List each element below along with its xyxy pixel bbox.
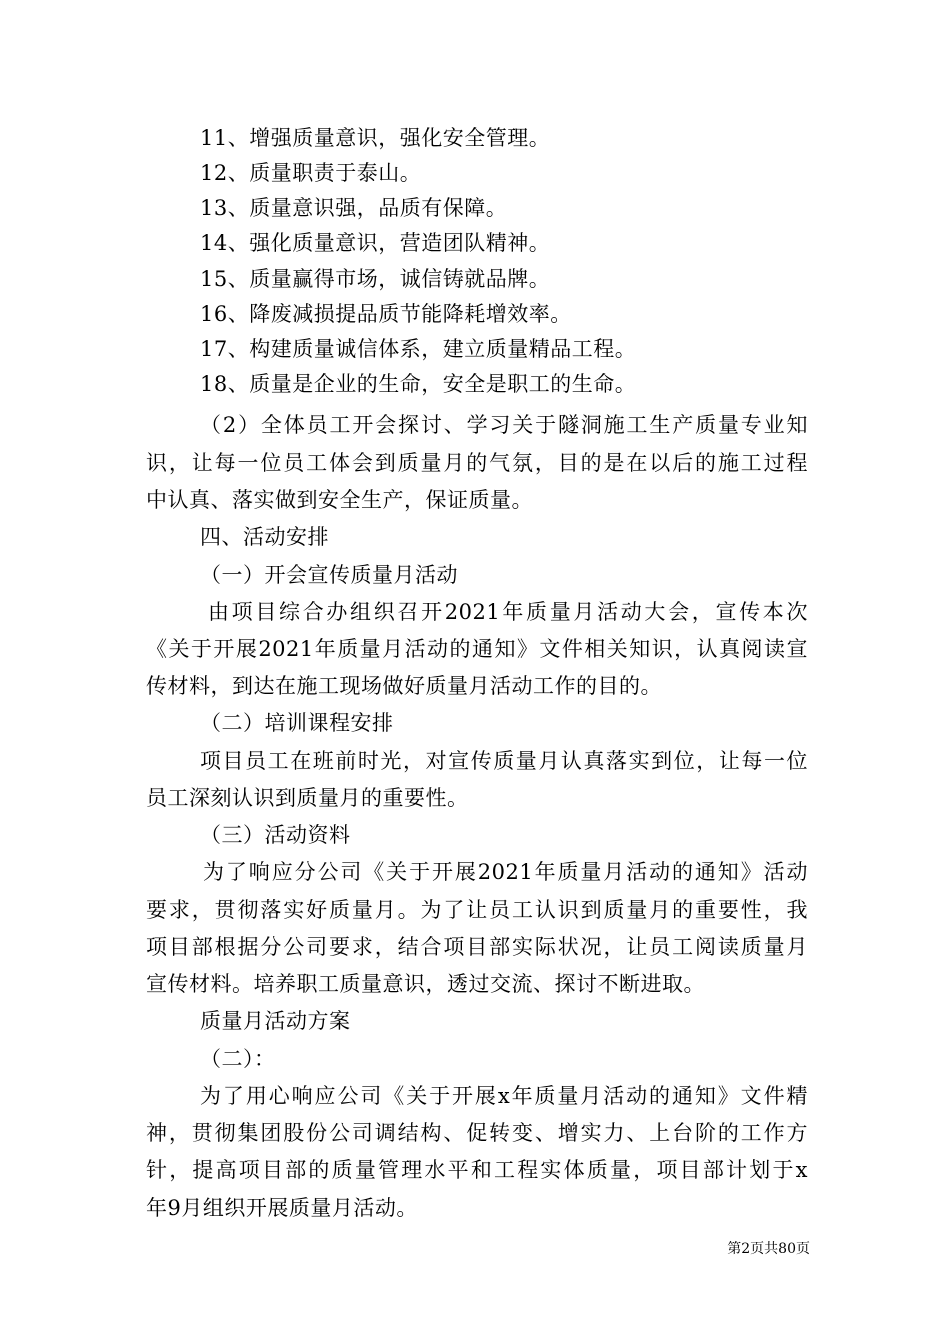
paragraph-line: 为了响应分公司《关于开展2021年质量月活动的通知》活动 — [203, 860, 808, 884]
paragraph-line: 中认真、落实做到安全生产，保证质量。 — [146, 488, 533, 512]
paragraph-line: 要求，贯彻落实好质量月。为了让员工认识到质量月的重要性，我 — [146, 898, 808, 922]
section-heading: 四、活动安排 — [200, 525, 329, 549]
paragraph-line: 针，提高项目部的质量管理水平和工程实体质量，项目部计划于x — [146, 1158, 808, 1182]
paragraph-line: 由项目综合办组织召开2021年质量月活动大会，宣传本次 — [208, 600, 808, 624]
slogan-18: 18、质量是企业的生命，安全是职工的生命。 — [200, 372, 637, 396]
paragraph-line: 宣传材料。培养职工质量意识，透过交流、探讨不断进取。 — [146, 972, 705, 996]
paragraph-line: 传材料，到达在施工现场做好质量月活动工作的目的。 — [146, 674, 662, 698]
paragraph-line: （2）全体员工开会探讨、学习关于隧洞施工生产质量专业知 — [200, 413, 808, 437]
slogan-13: 13、质量意识强，品质有保障。 — [200, 196, 508, 220]
paragraph-line: 《关于开展2021年质量月活动的通知》文件相关知识，认真阅读宣 — [146, 637, 808, 661]
subsection-heading: （三）活动资料 — [200, 823, 351, 847]
page-number: 第2页共80页 — [727, 1241, 810, 1257]
subsection-heading: （二）培训课程安排 — [200, 711, 394, 735]
slogan-12: 12、质量职责于泰山。 — [200, 161, 422, 185]
paragraph-line: 项目部根据分公司要求，结合项目部实际状况，让员工阅读质量月 — [146, 935, 808, 959]
slogan-14: 14、强化质量意识，营造团队精神。 — [200, 231, 551, 255]
paragraph-line: 年9月组织开展质量月活动。 — [146, 1196, 418, 1220]
slogan-11: 11、增强质量意识，强化安全管理。 — [200, 126, 551, 150]
subsection-heading: （一）开会宣传质量月活动 — [200, 563, 458, 587]
paragraph-line: 为了用心响应公司《关于开展x年质量月活动的通知》文件精 — [200, 1084, 808, 1108]
plan-title: 质量月活动方案 — [200, 1009, 351, 1033]
plan-subtitle: （二）： — [200, 1047, 276, 1071]
paragraph-line: 神，贯彻集团股份公司调结构、促转变、增实力、上台阶的工作方 — [146, 1121, 808, 1145]
paragraph-line: 项目员工在班前时光，对宣传质量月认真落实到位，让每一位 — [200, 749, 808, 773]
paragraph-line: 识，让每一位员工体会到质量月的气氛，目的是在以后的施工过程 — [146, 451, 808, 475]
slogan-15: 15、质量赢得市场，诚信铸就品牌。 — [200, 267, 551, 291]
slogan-17: 17、构建质量诚信体系，建立质量精品工程。 — [200, 337, 637, 361]
slogan-16: 16、降废减损提品质节能降耗增效率。 — [200, 302, 572, 326]
paragraph-line: 员工深刻认识到质量月的重要性。 — [146, 786, 469, 810]
